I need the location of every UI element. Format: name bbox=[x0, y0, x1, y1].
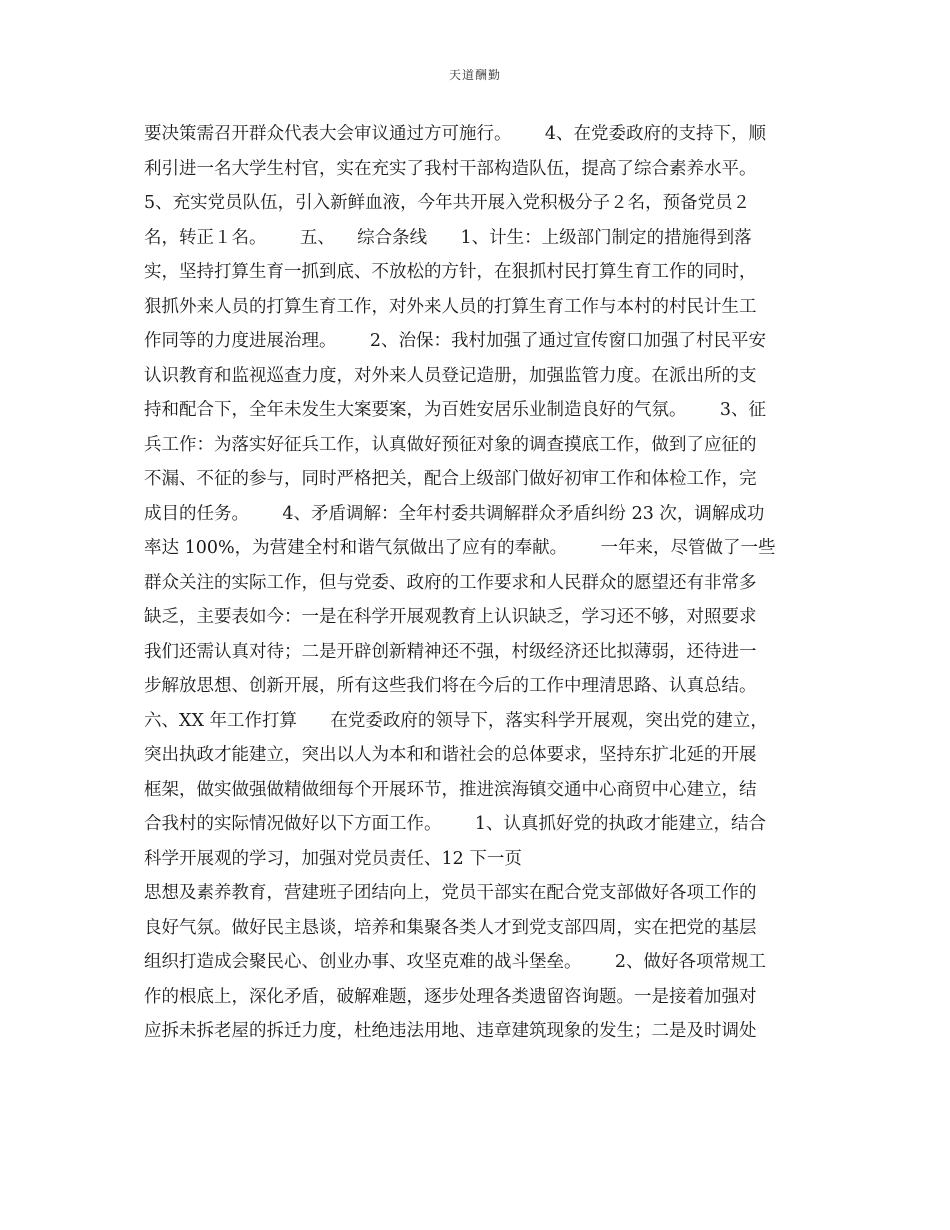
text-line: 群众关注的实际工作，但与党委、政府的工作要求和人民群众的愿望还有非常多 bbox=[144, 572, 757, 593]
document-body bbox=[144, 117, 816, 1049]
text-line: 要决策需召开群众代表大会审议通过方可施行。 4、在党委政府的支持下，顺 bbox=[144, 124, 767, 144]
page-header-title: 天道酬勤 bbox=[448, 68, 501, 82]
text-line: 组织打造成会聚民心、创业办事、攻坚克难的战斗堡垒。 2、做好各项常规工 bbox=[144, 952, 767, 972]
text-line: 不漏、不征的参与，同时严格把关，配合上级部门做好初审工作和体检工作，完 bbox=[144, 469, 757, 489]
text-line: 狠抓外来人员的打算生育工作，对外来人员的打算生育工作与本村的村民计生工 bbox=[144, 296, 757, 317]
text-line: 5、充实党员队伍，引入新鲜血液，今年共开展入党积极分子２名，预备党员２ bbox=[144, 193, 751, 213]
text-line: 应拆未拆老屋的拆迁力度，杜绝违法用地、违章建筑现象的发生；二是及时调处 bbox=[144, 1021, 757, 1041]
text-line: 成目的任务。 4、矛盾调解：全年村委共调解群众矛盾纠纷 23 次，调解成功 bbox=[144, 503, 765, 524]
text-line: 名，转正１名。 五、 综合条线 1、计生：上级部门制定的措施得到落 bbox=[144, 227, 752, 248]
text-line: 步解放思想、创新开展，所有这些我们将在今后的工作中理清思路、认真总结。 bbox=[144, 676, 757, 696]
text-line: 缺乏，主要表如今：一是在科学开展观教育上认识缺乏，学习还不够，对照要求 bbox=[144, 607, 757, 627]
text-line: 利引进一名大学生村官，实在充实了我村干部构造队伍，提高了综合素养水平。 bbox=[144, 158, 757, 179]
text-line: 我们还需认真对待；二是开辟创新精神还不强，村级经济还比拟薄弱，还待进一 bbox=[144, 641, 757, 662]
text-line: 作的根底上，深化矛盾，破解难题，逐步处理各类遗留咨询题。一是接着加强对 bbox=[144, 986, 757, 1007]
text-line: 思想及素养教育，营建班子团结向上，党员干部实在配合党支部做好各项工作的 bbox=[144, 883, 757, 903]
text-line: 兵工作：为落实好征兵工作，认真做好预征对象的调查摸底工作，做到了应征的 bbox=[144, 434, 757, 455]
text-line: 认识教育和监视巡查力度，对外来人员登记造册，加强监管力度。在派出所的支 bbox=[144, 365, 757, 386]
text-line: 作同等的力度进展治理。 2、治保：我村加强了通过宣传窗口加强了村民平安 bbox=[144, 331, 767, 351]
text-line: 率达 100%，为营建全村和谐气氛做出了应有的奉献。 一年来，尽管做了一些 bbox=[144, 538, 776, 558]
text-line: 科学开展观的学习，加强对党员责任、12 下一页 bbox=[144, 848, 522, 869]
text-line: 持和配合下，全年未发生大案要案，为百姓安居乐业制造良好的气氛。 3、征 bbox=[144, 400, 767, 420]
text-line: 合我村的实际情况做好以下方面工作。 1、认真抓好党的执政才能建立，结合 bbox=[144, 814, 767, 834]
text-line: 突出执政才能建立，突出以人为本和和谐社会的总体要求，坚持东扩北延的开展 bbox=[144, 745, 757, 765]
text-line: 框架，做实做强做精做细每个开展环节，推进滨海镇交通中心商贸中心建立，结 bbox=[144, 779, 757, 800]
text-line: 良好气氛。做好民主恳谈，培养和集聚各类人才到党支部四周，实在把党的基层 bbox=[144, 917, 757, 938]
text-line: 六、XX 年工作打算 在党委政府的领导下，落实科学开展观，突出党的建立， bbox=[144, 710, 768, 731]
text-line: 实，坚持打算生育一抓到底、不放松的方针，在狠抓村民打算生育工作的同时， bbox=[144, 262, 757, 282]
